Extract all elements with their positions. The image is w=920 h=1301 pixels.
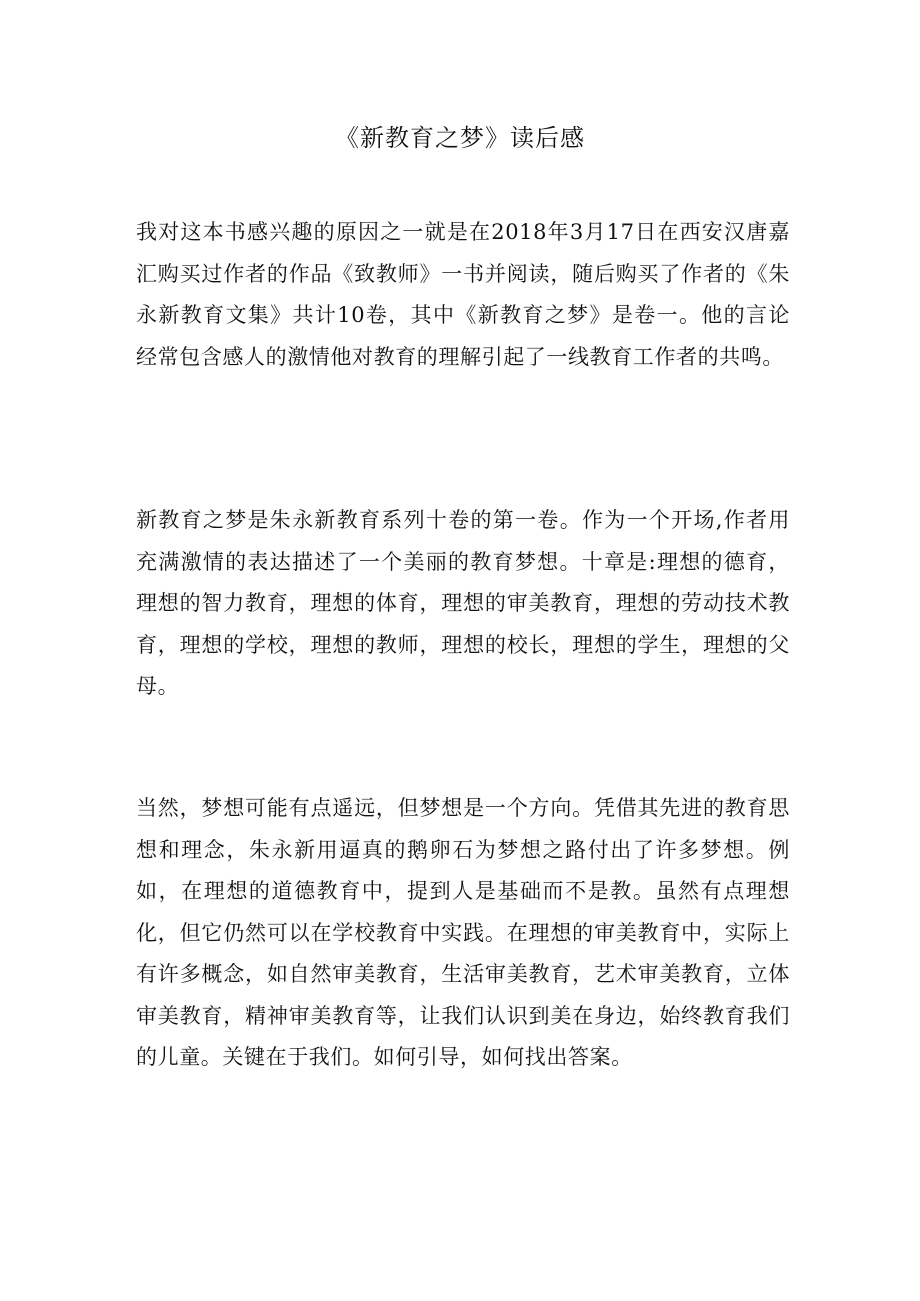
paragraph-2: 新教育之梦是朱永新教育系列十卷的第一卷。作为一个开场,作者用充满激情的表达描述了一个美丽的教育梦想。十章是:理想的德育，理想的智力教育，理想的体育，理想的审美教育，理想的劳动技术教育，理想的学校，理想的教师，理想的校长，理想的学生，理想的父母。 (136, 508, 790, 698)
paragraph-1: 我对这本书感兴趣的原因之一就是在2018年3月17日在西安汉唐嘉汇购买过作者的作品《致教师》一书并阅读，随后购买了作者的《朱永新教育文集》共计10卷，其中《新教育之梦》是卷一。他的言论经常包含感人的激情他对教育的理解引起了一线教育工作者的共鸣。 (136, 220, 790, 369)
document-title: 《新教育之梦》读后感 (335, 124, 585, 152)
paragraph-3: 当然，梦想可能有点遥远，但梦想是一个方向。凭借其先进的教育思想和理念，朱永新用逼真的鹅卵石为梦想之路付出了许多梦想。例如，在理想的道德教育中，提到人是基础而不是教。虽然有点理想化，但它仍然可以在学校教育中实践。在理想的审美教育中，实际上有许多概念，如自然审美教育，生活审美教育，艺术审美教育，立体审美教育，精神审美教育等，让我们认识到美在身边，始终教育我们的儿童。关键在于我们。如何引导，如何找出答案。 (136, 796, 790, 1069)
